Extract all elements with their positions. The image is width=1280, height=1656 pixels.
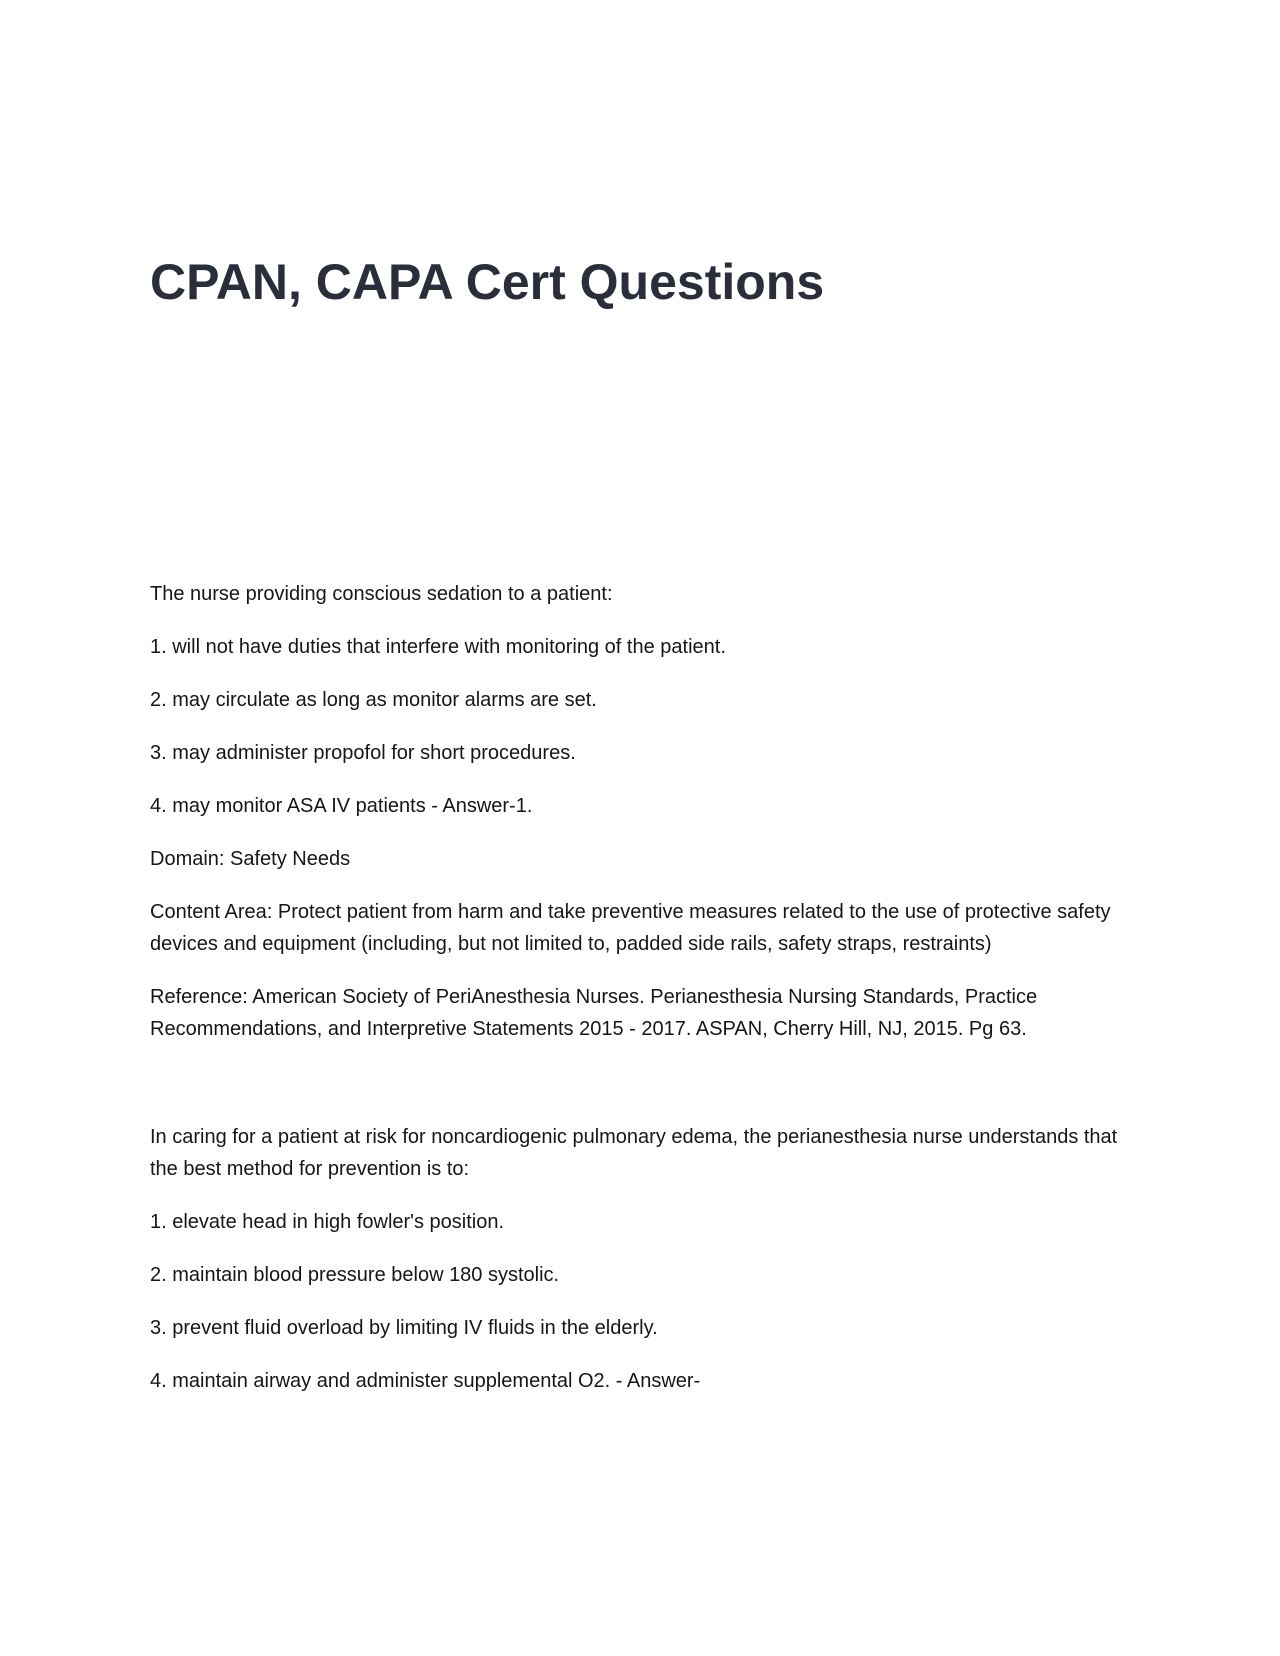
- answer-option: 1. elevate head in high fowler's position.: [150, 1211, 505, 1233]
- question-content-area: Content Area: Protect patient from harm and take preventive measures related to the use of protective safety devices and equipment (including, but not limited to, padded side rails, safety straps, restraints): [150, 901, 1111, 955]
- answer-option: 2. may circulate as long as monitor alarms are set.: [150, 689, 597, 711]
- answer-option: 4. may monitor ASA IV patients - Answer-1.: [150, 795, 533, 817]
- page-title: CPAN, CAPA Cert Questions: [150, 254, 825, 310]
- question-block: [150, 578, 1130, 1066]
- answer-option: 4. maintain airway and administer supplemental O2. - Answer-: [150, 1370, 701, 1392]
- answer-option: 1. will not have duties that interfere with monitoring of the patient.: [150, 636, 726, 658]
- question-reference: Reference: American Society of PeriAnesthesia Nurses. Perianesthesia Nursing Standards, Practice Recommendations, and Interpretive Statements 2015 - 2017. ASPAN, Cherry Hill, NJ, 2015. Pg 63.: [150, 986, 1038, 1040]
- question-domain: Domain: Safety Needs: [150, 848, 351, 870]
- answer-option: 3. may administer propofol for short procedures.: [150, 742, 576, 764]
- question-stem: In caring for a patient at risk for noncardiogenic pulmonary edema, the perianesthesia nurse understands that the best method for prevention is to:: [150, 1126, 1118, 1180]
- answer-option: 2. maintain blood pressure below 180 systolic.: [150, 1264, 560, 1286]
- question-block: [150, 1121, 1130, 1418]
- question-stem: The nurse providing conscious sedation to a patient:: [150, 583, 613, 605]
- answer-option: 3. prevent fluid overload by limiting IV fluids in the elderly.: [150, 1317, 658, 1339]
